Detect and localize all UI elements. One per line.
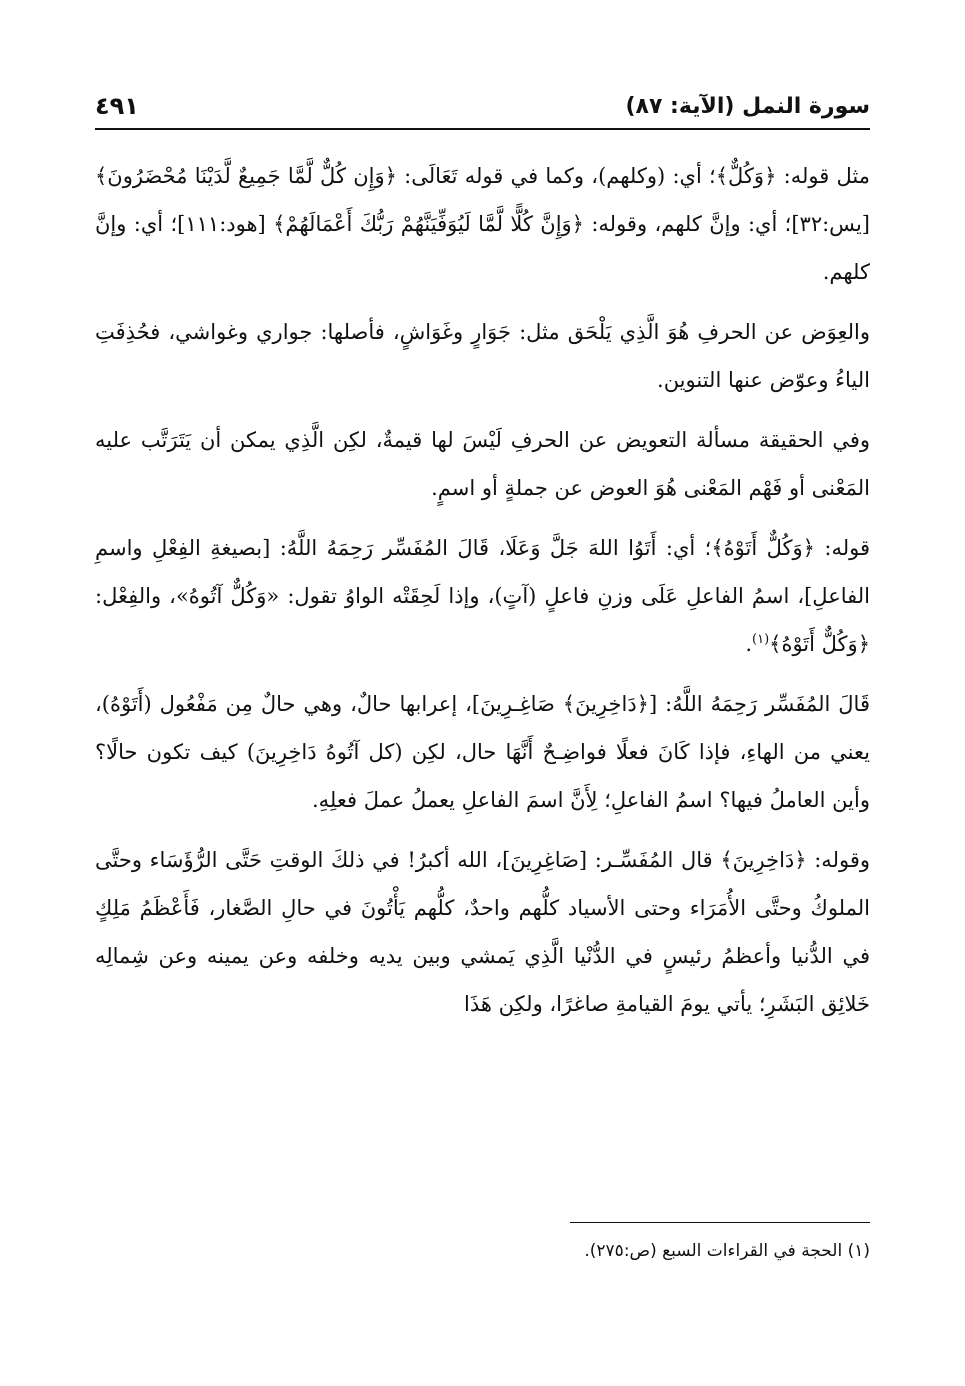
paragraph-2: والعِوَض عن الحرفِ هُوَ الَّذِي يَلْحَق مثل: جَوَارٍ وغَوَاشٍ، فأصلها: جواري وغواشي، فحُذِفَتِ الياءُ وعوّض عنها التنوين. xyxy=(95,320,870,392)
paragraph-5: قَالَ المُفَسِّر رَحِمَهُ اللَّهُ: [﴿دَاخِرِينَ﴾ صَاغِـرِينَ]، إعرابها حالٌ، وهي حالٌ مِن مَفْعُول (أَتَوْهُ)، يعني من الهاءِ، فإذا كَانَ فعلًا فواضِـحٌ أَنَّهَا حال، لكِن (كل آتُوهُ دَاخِرِينَ) كيف تكون حالًا؟ وأين العاملُ فيها؟ اسمُ الفاعلِ؛ لِأَنَّ اسمَ الفاعلِ يعملُ عملَ فعلِهِ. xyxy=(95,692,870,812)
page-header xyxy=(95,88,870,130)
book-page xyxy=(95,88,870,1308)
page-number: ٤٩١ xyxy=(95,92,139,120)
paragraph-4-text: قوله: ﴿وَكُلٌّ أَتَوْهُ﴾؛ أي: أَتَوُا اللهَ جَلَّ وَعَلَا، قَالَ المُفَسِّر رَحِمَهُ اللَّهُ: [بصيغةِ الفِعْلِ واسمِ الفاعلِ]، اسمُ الفاعلِ عَلَى وزنِ فاعلٍ (آتٍ)، وإذا لَحِقَتْه الواوُ تقول: «وَكُلٌّ آتُوهُ»، والفِعْل: ﴿وَكُلٌّ أَتَوْهُ﴾ xyxy=(95,536,870,656)
paragraph-4 xyxy=(95,524,870,668)
surah-title: سورة النمل (الآية: ٨٧) xyxy=(625,94,870,119)
footnote-marker[interactable]: (١) xyxy=(752,632,770,647)
footnote: (١) الحجة في القراءات السبع (ص:٢٧٥). xyxy=(584,1241,870,1261)
paragraph-3: وفي الحقيقة مسألة التعويض عن الحرفِ لَيْسَ لها قيمةٌ، لكِن الَّذِي يمكن أن يَتَرَتَّب عليه المَعْنى أو فَهْم المَعْنى هُوَ العوض عن جملةٍ أو اسمٍ. xyxy=(95,428,870,500)
paragraph-6: وقوله: ﴿دَاخِرِينَ﴾ قال المُفَسِّـر: [صَاغِرِينَ]، الله أكبرُ! في ذلكَ الوقتِ حَتَّى الرُّؤَسَاء وحتَّى الملوكُ وحتَّى الأُمَرَاء وحتى الأسياد كلُّهم واحدٌ، كلُّهم يَأْتُونَ في حالِ الصَّغار، فَأَعْظَمُ مَلِكٍ في الدُّنيا وأعظمُ رئيسٍ في الدُّنْيا الَّذِي يَمشي وبين يديه وخلفه وعن يمينه وعن شِمالِه خَلائِق البَشَرِ؛ يأتي يومَ القيامةِ صاغرًا، ولكِن هَذَا xyxy=(95,848,870,1016)
paragraph-1: مثل قوله: ﴿وَكُلٌّ﴾؛ أي: (وكلهم)، وكما في قوله تَعَالَى: ﴿وَإِن كُلٌّ لَّمَّا جَمِيعٌ لَّدَيْنَا مُحْضَرُونَ﴾ [يس:٣٢]؛ أي: وإنَّ كلهم، وقوله: ﴿وَإِنَّ كُلًّا لَّمَّا لَيُوَفِّيَنَّهُمْ رَبُّكَ أَعْمَالَهُمْ﴾ [هود:١١١]؛ أي: وإنَّ كلهم. xyxy=(95,164,870,284)
paragraph-4-tail: . xyxy=(745,632,752,656)
footnote-separator xyxy=(570,1222,870,1223)
page-body xyxy=(95,152,870,1028)
